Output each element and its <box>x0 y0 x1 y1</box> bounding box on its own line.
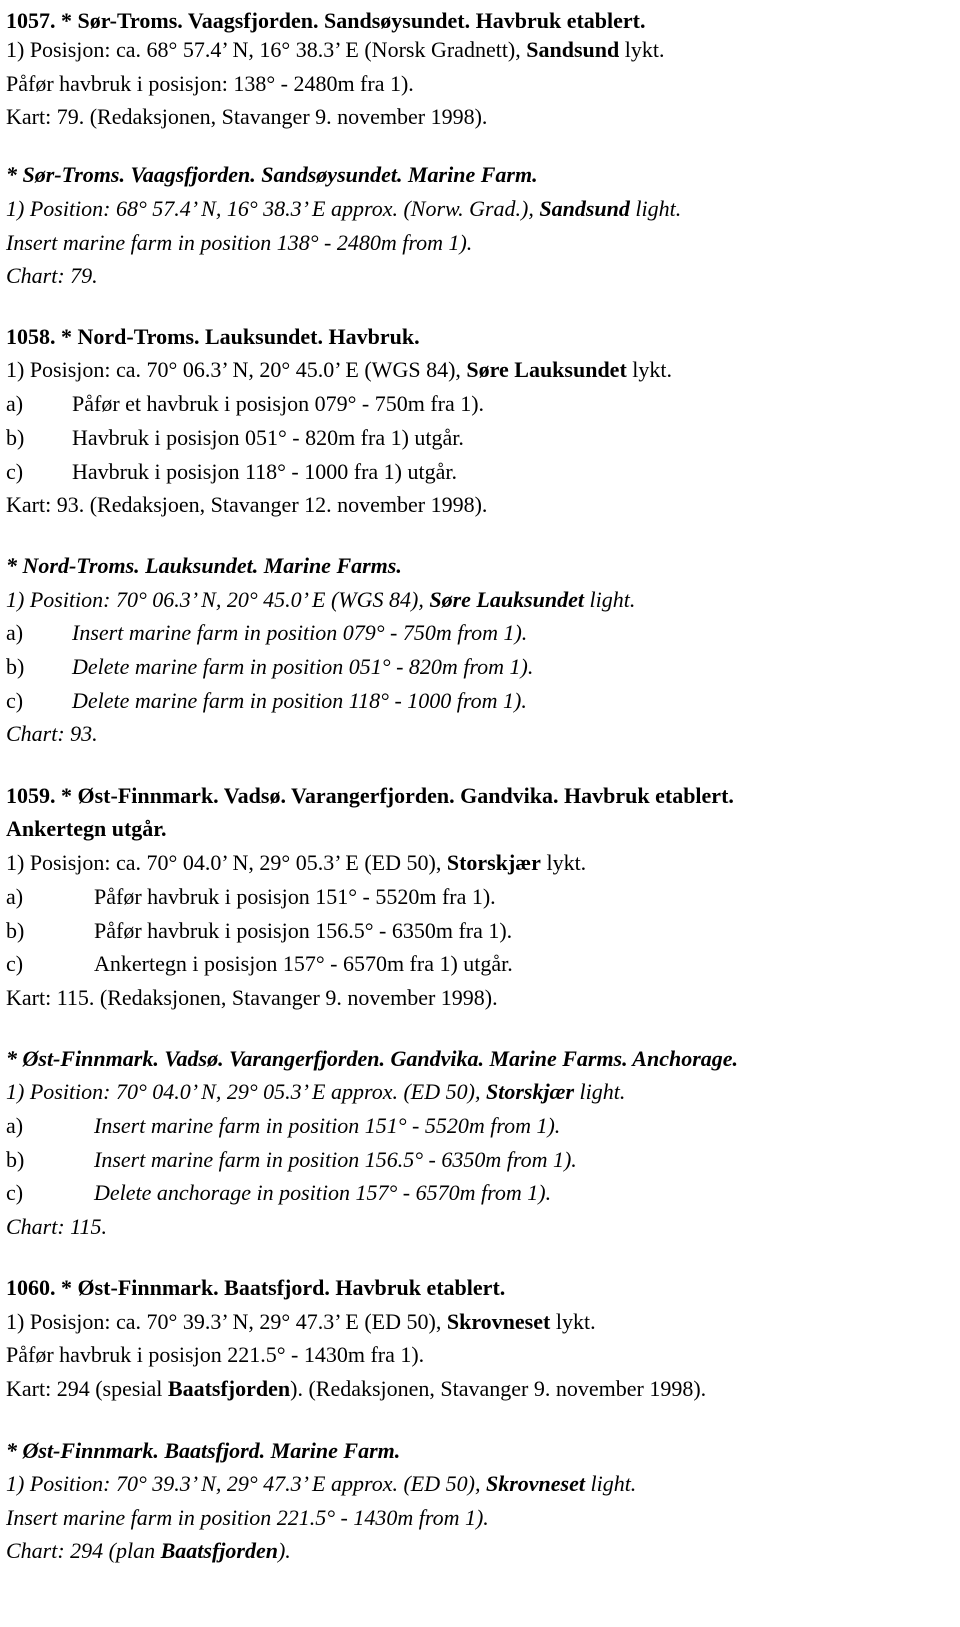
notice-1059-item-a: a) Påfør havbruk i posisjon 151° - 5520m fra 1). <box>6 884 496 909</box>
notice-1058-en-item-c: c) Delete marine farm in position 118° - 1000 from 1). <box>6 688 527 713</box>
notice-1059-heading: 1059. * Øst-Finnmark. Vadsø. Varangerfjorden. Gandvika. Havbruk etablert. <box>6 783 734 808</box>
notice-1058-en-item-a: a) Insert marine farm in position 079° - 750m from 1). <box>6 620 528 645</box>
notice-1058-item-a: a) Påfør et havbruk i posisjon 079° - 750m fra 1). <box>6 391 485 416</box>
notice-1059-chart: Kart: 115. (Redaksjonen, Stavanger 9. november 1998). <box>6 985 498 1010</box>
notice-1059-en-position: 1) Position: 70° 04.0’ N, 29° 05.3’ E approx. (ED 50), Storskjær light. <box>6 1079 626 1104</box>
notice-1057-chart: Kart: 79. (Redaksjonen, Stavanger 9. november 1998). <box>6 104 488 129</box>
notice-1057-instruction: Påfør havbruk i posisjon: 138° - 2480m fra 1). <box>6 71 414 96</box>
notice-1059-en-chart: Chart: 115. <box>6 1214 108 1239</box>
notice-1060-en-heading: * Øst-Finnmark. Baatsfjord. Marine Farm. <box>6 1438 401 1463</box>
notice-1060-position: 1) Posisjon: ca. 70° 39.3’ N, 29° 47.3’ E (ED 50), Skrovneset lykt. <box>6 1309 596 1334</box>
notice-1060-instruction: Påfør havbruk i posisjon 221.5° - 1430m fra 1). <box>6 1342 425 1367</box>
notice-1059-en-item-c: c) Delete anchorage in position 157° - 6570m from 1). <box>6 1180 552 1205</box>
notice-1057-position: 1) Posisjon: ca. 68° 57.4’ N, 16° 38.3’ E (Norsk Gradnett), Sandsund lykt. <box>6 37 665 62</box>
notice-1058-heading: 1058. * Nord-Troms. Lauksundet. Havbruk. <box>6 324 420 349</box>
notice-1060-en-instruction: Insert marine farm in position 221.5° - 1430m from 1). <box>6 1505 489 1530</box>
notice-1059-en-item-a: a) Insert marine farm in position 151° - 5520m from 1). <box>6 1113 561 1138</box>
notice-1058-position: 1) Posisjon: ca. 70° 06.3’ N, 20° 45.0’ E (WGS 84), Søre Lauksundet lykt. <box>6 357 673 382</box>
notice-1060-en-position: 1) Position: 70° 39.3’ N, 29° 47.3’ E approx. (ED 50), Skrovneset light. <box>6 1471 637 1496</box>
notice-1059-en-heading: * Øst-Finnmark. Vadsø. Varangerfjorden. Gandvika. Marine Farms. Anchorage. <box>6 1046 739 1071</box>
notice-1058-en-chart: Chart: 93. <box>6 721 98 746</box>
notice-1057-en-chart: Chart: 79. <box>6 263 98 288</box>
notice-1058-item-b: b) Havbruk i posisjon 051° - 820m fra 1) utgår. <box>6 425 464 450</box>
notice-1059-heading-2: Ankertegn utgår. <box>6 816 167 841</box>
notice-1059-position: 1) Posisjon: ca. 70° 04.0’ N, 29° 05.3’ E (ED 50), Storskjær lykt. <box>6 850 587 875</box>
notice-1059-en-item-b: b) Insert marine farm in position 156.5° - 6350m from 1). <box>6 1147 577 1172</box>
notice-1060-chart: Kart: 294 (spesial Baatsfjorden). (Redaksjonen, Stavanger 9. november 1998). <box>6 1376 707 1401</box>
notice-1058-en-item-b: b) Delete marine farm in position 051° - 820m from 1). <box>6 654 534 679</box>
notice-1057-en-heading: * Sør-Troms. Vaagsfjorden. Sandsøysundet. Marine Farm. <box>6 162 538 187</box>
notice-1058-en-heading: * Nord-Troms. Lauksundet. Marine Farms. <box>6 553 402 578</box>
notice-1058-item-c: c) Havbruk i posisjon 118° - 1000 fra 1) utgår. <box>6 459 457 484</box>
notice-1060-en-chart: Chart: 294 (plan Baatsfjorden). <box>6 1538 291 1563</box>
notice-1059-item-c: c) Ankertegn i posisjon 157° - 6570m fra 1) utgår. <box>6 951 513 976</box>
notice-1057-en-position: 1) Position: 68° 57.4’ N, 16° 38.3’ E approx. (Norw. Grad.), Sandsund light. <box>6 196 682 221</box>
notice-1057-heading: 1057. * Sør-Troms. Vaagsfjorden. Sandsøysundet. Havbruk etablert. <box>6 8 646 33</box>
notice-1058-en-position: 1) Position: 70° 06.3’ N, 20° 45.0’ E (WGS 84), Søre Lauksundet light. <box>6 587 636 612</box>
notice-1057-en-instruction: Insert marine farm in position 138° - 2480m from 1). <box>6 230 473 255</box>
notice-1058-chart: Kart: 93. (Redaksjoen, Stavanger 12. november 1998). <box>6 492 488 517</box>
notice-1060-heading: 1060. * Øst-Finnmark. Baatsfjord. Havbruk etablert. <box>6 1275 506 1300</box>
notice-1059-item-b: b) Påfør havbruk i posisjon 156.5° - 6350m fra 1). <box>6 918 513 943</box>
